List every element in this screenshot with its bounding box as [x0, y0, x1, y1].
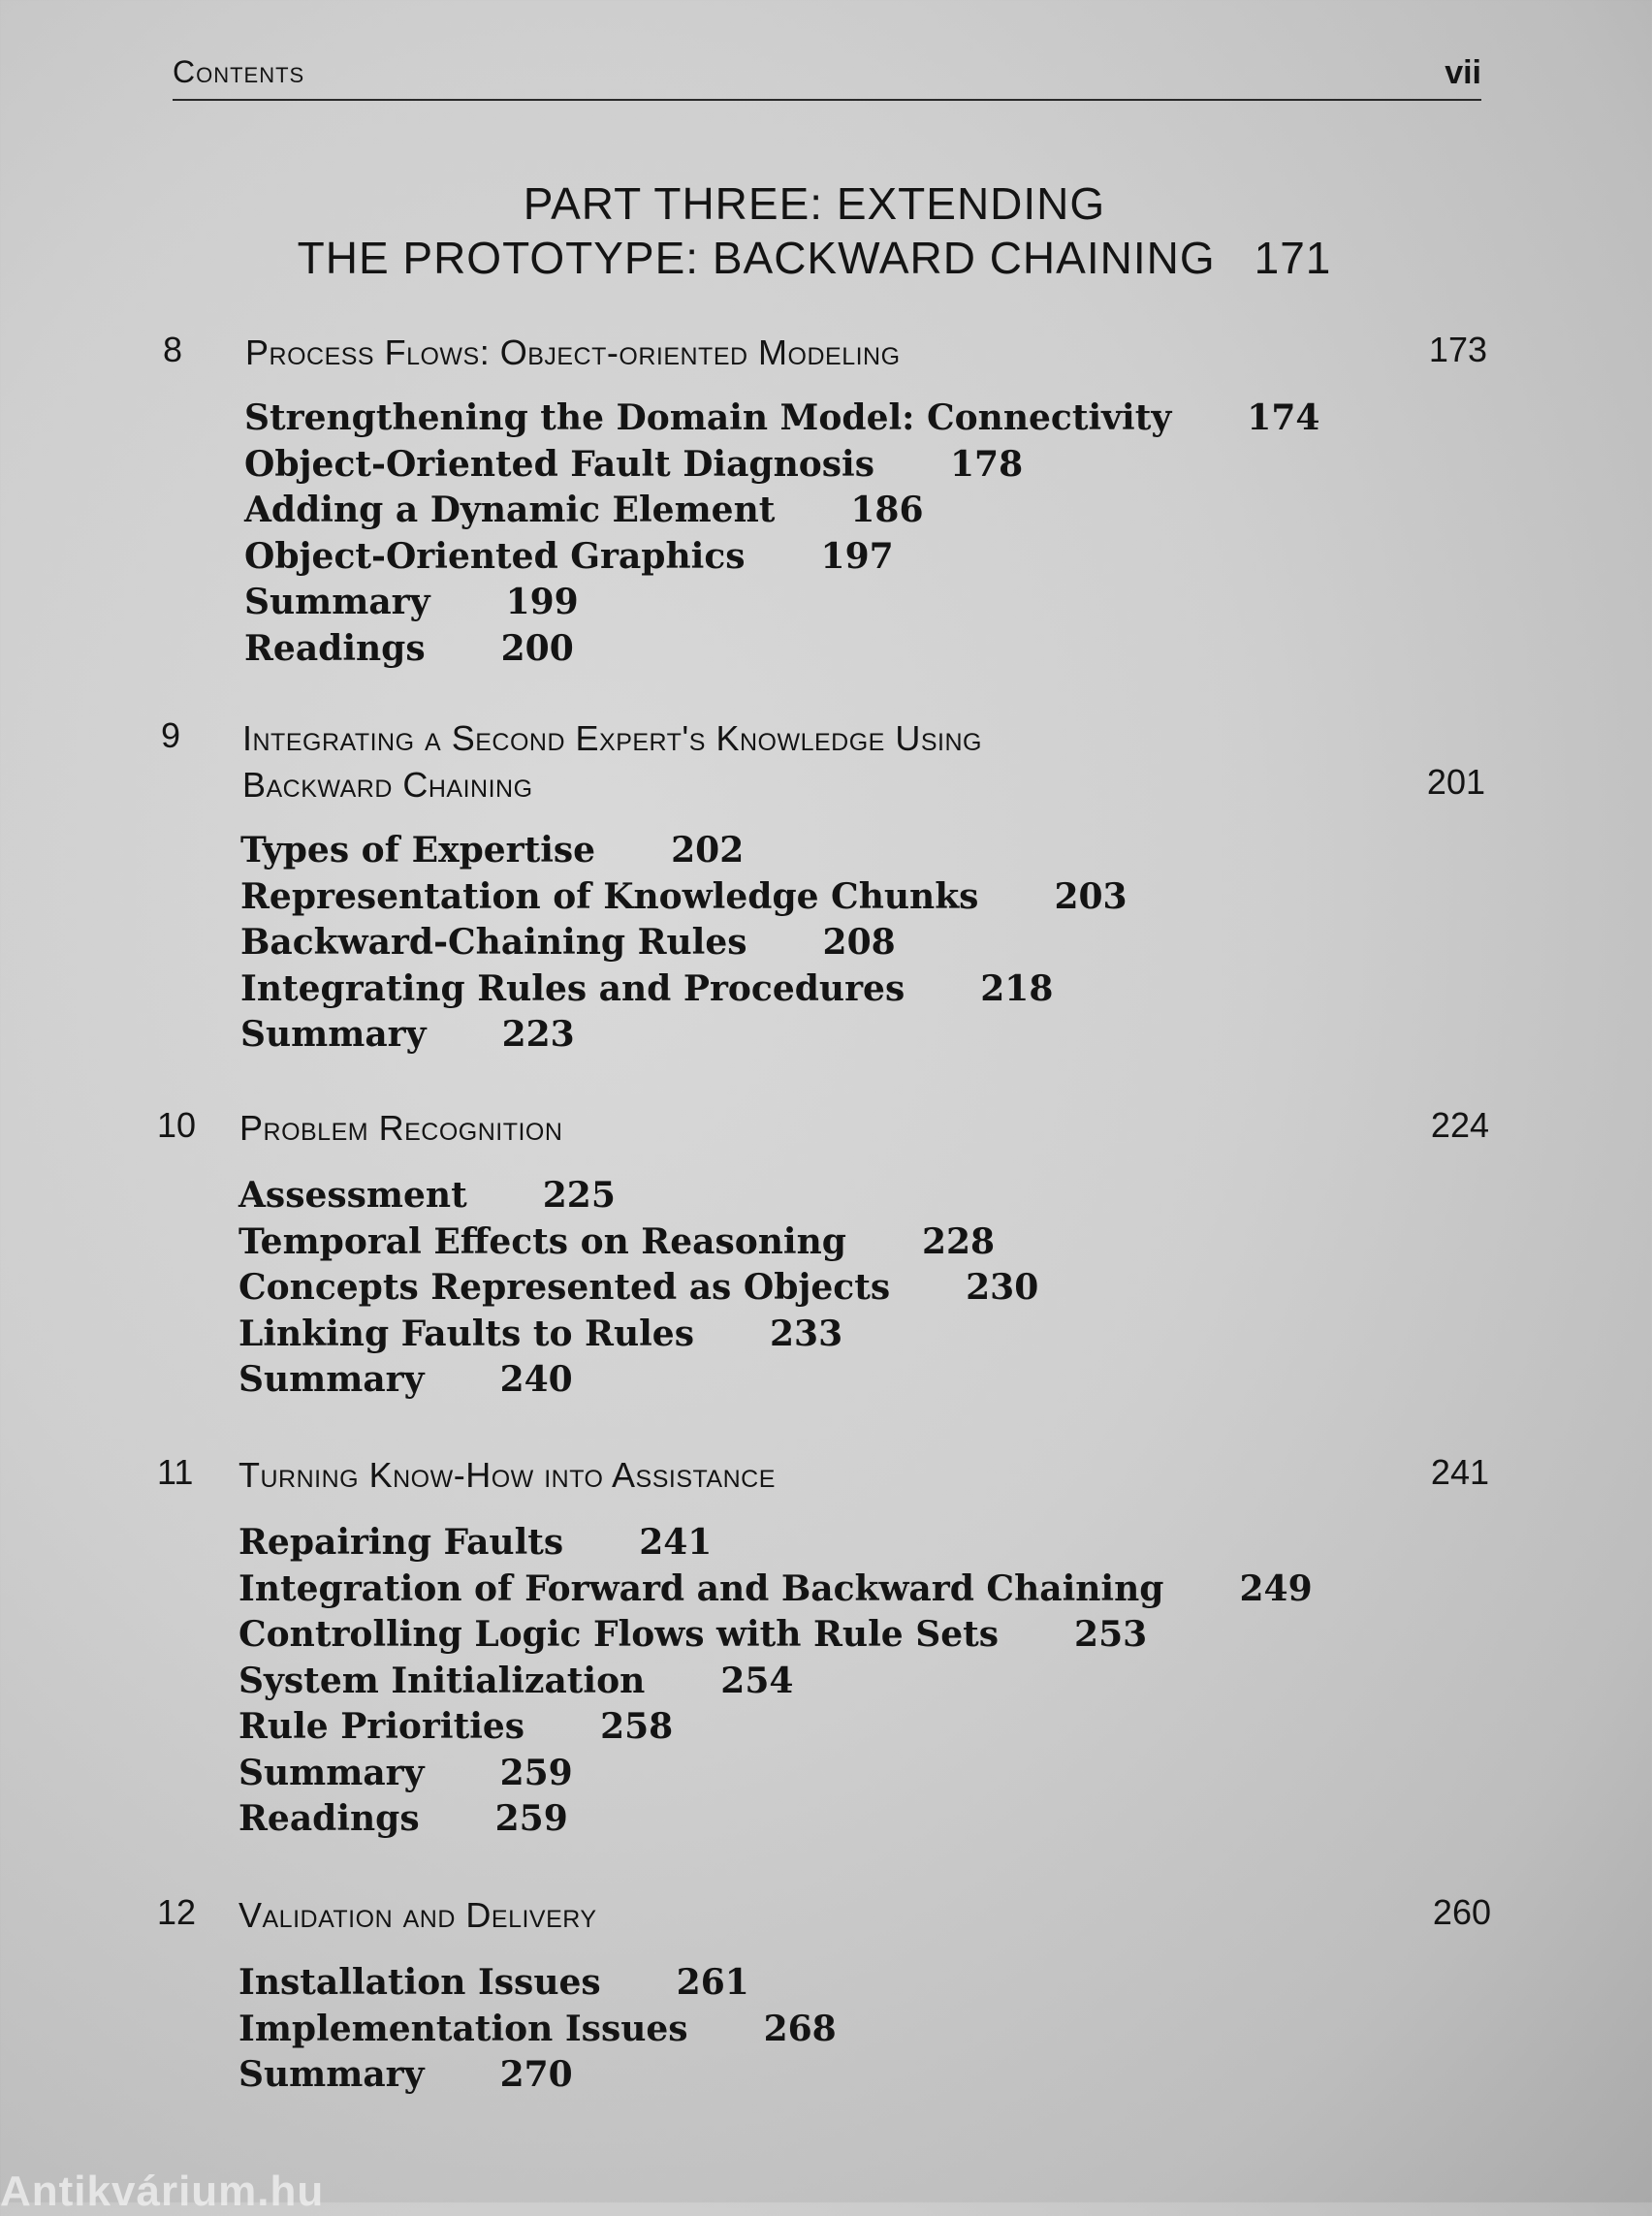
- section-title: Object-Oriented Graphics: [244, 535, 746, 577]
- section-title: Implementation Issues: [238, 2008, 688, 2049]
- section-page: 259: [499, 1752, 573, 1793]
- section-title: Repairing Faults: [238, 1522, 564, 1563]
- chapter-title: Turning Know-How into Assistance: [238, 1455, 776, 1495]
- section-entry: [238, 1796, 1313, 1843]
- section-page: 259: [494, 1798, 568, 1839]
- chapter-page-number: 201: [1426, 762, 1485, 802]
- section-title: Assessment: [238, 1175, 467, 1216]
- section-title: Linking Faults to Rules: [238, 1313, 694, 1354]
- section-entry: [244, 396, 1319, 442]
- chapter-page-number: 241: [1430, 1452, 1489, 1492]
- part-heading: [233, 176, 1396, 285]
- part-heading-line-1: PART THREE: EXTENDING: [523, 178, 1106, 229]
- section-page: 241: [639, 1522, 713, 1563]
- section-entry: [238, 1567, 1313, 1613]
- part-page-number: 171: [1254, 233, 1332, 283]
- section-title: Controlling Logic Flows with Rule Sets: [238, 1614, 1000, 1655]
- section-title: Summary: [238, 1359, 425, 1400]
- section-title: Readings: [244, 627, 426, 669]
- section-page: 254: [720, 1660, 794, 1701]
- section-title: Strengthening the Domain Model: Connectivity: [244, 397, 1172, 438]
- chapter-number: 11: [157, 1452, 194, 1492]
- section-entry: [238, 2052, 837, 2099]
- chapter-title: Problem Recognition: [239, 1108, 563, 1148]
- section-entry: [244, 488, 1319, 534]
- section-page: 228: [921, 1220, 996, 1262]
- section-list: [238, 1173, 1038, 1404]
- chapter-number: 8: [163, 330, 183, 369]
- running-head: [173, 50, 1481, 101]
- section-entry: [244, 626, 1319, 673]
- section-entry: [238, 1219, 1038, 1266]
- section-title: Summary: [240, 1014, 427, 1055]
- section-page: 253: [1074, 1614, 1148, 1655]
- section-title: Types of Expertise: [240, 830, 596, 871]
- section-entry: [238, 1265, 1038, 1312]
- section-page: 225: [542, 1175, 616, 1216]
- chapter-title-line-1: Integrating a Second Expert's Knowledge Using: [242, 718, 982, 758]
- chapter-title: Process Flows: Object-oriented Modeling: [245, 332, 901, 372]
- section-list: [238, 1520, 1313, 1843]
- section-title: Concepts Represented as Objects: [238, 1267, 891, 1308]
- section-page: 233: [769, 1313, 843, 1354]
- section-page: 258: [600, 1706, 674, 1747]
- section-page: 202: [671, 830, 745, 871]
- section-entry: [238, 1173, 1038, 1219]
- section-entry: [240, 966, 1128, 1013]
- section-title: Summary: [238, 1752, 425, 1793]
- section-list: [244, 396, 1319, 672]
- chapter-number: 9: [161, 715, 181, 755]
- chapter-page-number: 224: [1430, 1105, 1489, 1145]
- part-heading-line-2-text: THE PROTOTYPE: BACKWARD CHAINING: [297, 233, 1216, 283]
- section-entry: [240, 874, 1128, 921]
- section-title: Summary: [238, 2054, 425, 2095]
- section-title: Representation of Knowledge Chunks: [240, 875, 979, 917]
- section-page: 270: [499, 2054, 573, 2095]
- section-title: System Initialization: [238, 1660, 646, 1701]
- section-title: Integrating Rules and Procedures: [240, 967, 905, 1009]
- section-page: 223: [501, 1014, 575, 1055]
- running-head-title: Contents: [173, 54, 305, 89]
- section-entry: [238, 1612, 1313, 1659]
- chapter-page-number: 260: [1432, 1892, 1491, 1932]
- section-page: 200: [500, 627, 574, 669]
- section-entry: [244, 534, 1319, 581]
- running-head-page-number: vii: [1445, 54, 1481, 91]
- section-page: 197: [820, 535, 894, 577]
- section-page: 261: [676, 1962, 749, 2003]
- section-list: [238, 1960, 837, 2099]
- section-entry: [238, 1704, 1313, 1751]
- chapter-page-number: 173: [1428, 330, 1487, 369]
- section-title: Object-Oriented Fault Diagnosis: [244, 443, 874, 485]
- chapter-number: 12: [157, 1892, 197, 1932]
- section-page: 178: [950, 443, 1024, 485]
- section-page: 240: [499, 1359, 573, 1400]
- chapter-number: 10: [157, 1105, 197, 1145]
- section-entry: [238, 1960, 837, 2007]
- part-heading-line-2: [233, 231, 1396, 285]
- section-list: [240, 828, 1128, 1059]
- section-page: 218: [980, 967, 1054, 1009]
- section-title: Adding a Dynamic Element: [244, 490, 776, 530]
- section-entry: [240, 1012, 1128, 1059]
- section-page: 174: [1247, 397, 1320, 438]
- section-title: Installation Issues: [238, 1962, 601, 2003]
- section-entry: [238, 1659, 1313, 1705]
- section-page: 268: [763, 2008, 837, 2049]
- section-entry: [240, 920, 1128, 966]
- section-entry: [238, 1751, 1313, 1797]
- section-title: Integration of Forward and Backward Chaining: [238, 1567, 1164, 1609]
- watermark: Antikvárium.hu: [0, 2168, 325, 2215]
- chapter-title: Validation and Delivery: [238, 1895, 597, 1935]
- section-title: Temporal Effects on Reasoning: [238, 1220, 846, 1262]
- section-entry: [240, 828, 1128, 874]
- section-entry: [244, 442, 1319, 489]
- section-entry: [238, 1357, 1038, 1404]
- chapter-title-line-2: Backward Chaining: [242, 765, 533, 805]
- section-title: Backward-Chaining Rules: [240, 922, 747, 963]
- section-entry: [238, 2007, 837, 2053]
- section-page: 230: [966, 1267, 1039, 1308]
- section-title: Summary: [244, 582, 430, 622]
- section-page: 186: [850, 490, 924, 530]
- chapter-title: [242, 715, 982, 808]
- section-page: 203: [1054, 875, 1128, 917]
- section-entry: [244, 580, 1319, 626]
- section-page: 199: [505, 582, 579, 622]
- section-page: 208: [822, 922, 896, 963]
- section-page: 249: [1239, 1567, 1313, 1609]
- section-entry: [238, 1312, 1038, 1358]
- section-title: Rule Priorities: [238, 1706, 525, 1747]
- section-entry: [238, 1520, 1313, 1567]
- section-title: Readings: [238, 1798, 420, 1839]
